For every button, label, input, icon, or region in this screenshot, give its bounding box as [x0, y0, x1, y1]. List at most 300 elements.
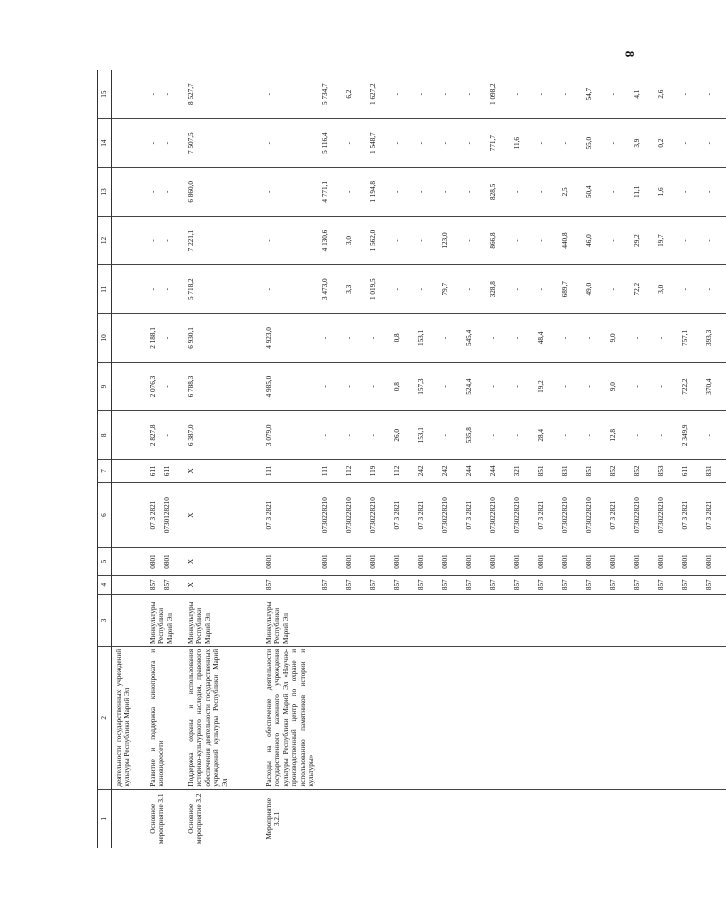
table-cell	[414, 119, 438, 168]
rotated-page	[97, 70, 714, 848]
cell-text: 0801	[369, 554, 378, 569]
table-cell	[438, 70, 462, 119]
table-cell	[534, 460, 558, 483]
cell-text: 28,4	[537, 429, 546, 442]
cell-text: 3,9	[633, 138, 642, 148]
table-cell	[144, 70, 182, 119]
cell-text: -	[163, 239, 172, 242]
table-cell	[486, 119, 510, 168]
table-cell	[630, 168, 654, 217]
table-cell	[582, 460, 606, 483]
header-cell: 14	[98, 119, 112, 168]
table-cell	[654, 362, 678, 411]
table-cell	[462, 362, 486, 411]
table-cell	[318, 168, 342, 217]
table-cell	[630, 411, 654, 460]
table-row	[260, 70, 318, 848]
table-cell	[144, 548, 182, 575]
table-cell	[260, 594, 318, 646]
table-cell	[654, 548, 678, 575]
table-cell	[318, 482, 342, 548]
cell-text: 0801	[163, 554, 172, 569]
header-cell: 13	[98, 168, 112, 217]
table-row	[414, 70, 438, 848]
cell-text: 370,4	[705, 378, 714, 395]
cell-text: 8 527,7	[187, 83, 195, 105]
table-cell	[182, 168, 260, 217]
cell-text: -	[513, 385, 522, 388]
table-cell	[582, 70, 606, 119]
cell-text: -	[265, 288, 273, 291]
table-cell	[260, 482, 318, 548]
table-cell	[486, 482, 510, 548]
cell-text: 0801	[561, 554, 570, 569]
table-cell	[144, 594, 182, 646]
table-cell	[702, 460, 726, 483]
table-cell	[678, 265, 702, 314]
table-cell	[438, 119, 462, 168]
table-cell	[486, 646, 510, 789]
cell-text: -	[465, 92, 474, 96]
cell-text: -	[705, 190, 714, 194]
table-cell	[390, 168, 414, 217]
table-row	[366, 70, 390, 848]
table-cell	[678, 70, 702, 119]
cell-text: -	[537, 190, 546, 194]
table-cell	[558, 789, 582, 848]
cell-text: 857	[585, 579, 594, 591]
cell-text: 79,7	[441, 282, 450, 296]
table-cell	[486, 314, 510, 363]
cell-text: 0,8	[393, 333, 402, 343]
table-cell	[342, 594, 366, 646]
cell-text: 0730228210	[561, 497, 570, 534]
cell-text: -	[441, 434, 450, 437]
table-cell	[630, 575, 654, 594]
table-cell	[390, 411, 414, 460]
cell-text: 6,2	[345, 89, 354, 99]
cell-text: 0801	[265, 554, 273, 569]
table-cell	[366, 482, 390, 548]
table-cell	[654, 460, 678, 483]
cell-text: -	[417, 141, 426, 145]
cell-text: 0,8	[393, 382, 402, 392]
table-cell	[558, 119, 582, 168]
table-cell	[510, 265, 534, 314]
cell-text: Основное мероприятие 3.2	[187, 793, 204, 845]
cell-text: 611	[163, 465, 172, 477]
cell-text: -	[321, 385, 330, 388]
cell-text: -	[489, 385, 498, 388]
cell-text: -	[465, 141, 474, 145]
table-cell	[260, 646, 318, 789]
table-cell	[112, 168, 145, 217]
cell-text: Минкультуры Республики Марий Эл	[149, 601, 174, 644]
cell-text: 0730228210	[489, 497, 498, 534]
table-cell	[654, 168, 678, 217]
cell-text: 857	[369, 579, 378, 591]
cell-text: 857	[345, 579, 354, 591]
table-cell	[486, 265, 510, 314]
cell-text: 7 507,5	[187, 132, 195, 154]
table-cell	[510, 168, 534, 217]
cell-text: 851	[585, 465, 594, 477]
table-cell	[534, 482, 558, 548]
table-cell	[558, 362, 582, 411]
table-cell	[654, 411, 678, 460]
table-cell	[342, 460, 366, 483]
table-cell	[510, 119, 534, 168]
table-cell	[260, 411, 318, 460]
table-cell	[342, 482, 366, 548]
cell-text: -	[537, 92, 546, 96]
table-cell	[144, 362, 182, 411]
table-cell	[112, 314, 145, 363]
table-cell	[630, 314, 654, 363]
table-cell	[182, 482, 260, 548]
table-cell	[462, 789, 486, 848]
table-cell	[510, 70, 534, 119]
table-cell	[318, 594, 342, 646]
cell-text: 5 116,4	[321, 132, 330, 154]
cell-text: -	[265, 239, 273, 242]
cell-text: -	[609, 141, 618, 145]
cell-text: 1 562,0	[369, 229, 378, 252]
cell-text: 4 985,0	[265, 375, 273, 398]
table-cell	[582, 168, 606, 217]
cell-text: 1 098,2	[489, 83, 498, 105]
table-cell	[318, 460, 342, 483]
table-cell	[144, 314, 182, 363]
cell-text: 689,7	[561, 281, 570, 298]
table-cell	[390, 789, 414, 848]
table-cell	[486, 460, 510, 483]
cell-text: -	[417, 288, 426, 291]
cell-text: -	[345, 336, 354, 340]
cell-text: -	[149, 239, 157, 242]
table-cell	[260, 265, 318, 314]
cell-text: 852	[633, 465, 642, 477]
table-row	[182, 70, 260, 848]
table-cell	[462, 265, 486, 314]
cell-text: -	[369, 385, 378, 388]
table-cell	[366, 216, 390, 265]
table-cell	[414, 575, 438, 594]
table-cell	[534, 789, 558, 848]
table-cell	[390, 216, 414, 265]
table-cell	[112, 411, 145, 460]
table-cell	[318, 119, 342, 168]
table-cell	[414, 411, 438, 460]
cell-text: 4,1	[633, 89, 642, 99]
header-row	[98, 70, 112, 848]
cell-text: -	[345, 190, 354, 194]
cell-text: -	[681, 190, 690, 194]
table-cell	[366, 168, 390, 217]
cell-text: 157,3	[417, 378, 426, 395]
table-cell	[582, 216, 606, 265]
table-cell	[182, 594, 260, 646]
table-cell	[654, 119, 678, 168]
table-cell	[534, 216, 558, 265]
cell-text: 0801	[149, 554, 157, 569]
budget-table	[97, 70, 726, 848]
table-cell	[438, 482, 462, 548]
cell-text: 2 076,3	[149, 375, 157, 398]
table-cell	[112, 460, 145, 483]
table-cell	[182, 265, 260, 314]
table-cell	[390, 70, 414, 119]
table-cell	[112, 265, 145, 314]
cell-text: 2 349,9	[681, 424, 690, 447]
cell-text: 857	[465, 579, 474, 591]
table-cell	[510, 594, 534, 646]
cell-text: 2 188,1	[149, 327, 157, 349]
table-cell	[654, 646, 678, 789]
table-cell	[342, 265, 366, 314]
cell-text: -	[163, 385, 172, 388]
cell-text: Минкультуры Республики Марий Эл	[187, 601, 212, 644]
cell-text: 857	[149, 579, 157, 591]
table-cell	[144, 789, 182, 848]
cell-text: 0730228210	[441, 497, 450, 534]
table-cell	[486, 70, 510, 119]
table-row	[558, 70, 582, 848]
table-cell	[112, 646, 145, 789]
cell-text: 0801	[609, 554, 618, 569]
table-cell	[414, 265, 438, 314]
cell-text: -	[609, 190, 618, 194]
table-cell	[438, 411, 462, 460]
table-cell	[342, 646, 366, 789]
cell-text: 328,8	[489, 281, 498, 298]
cell-text: -	[265, 190, 273, 194]
table-cell	[462, 314, 486, 363]
table-cell	[582, 482, 606, 548]
cell-text: 0801	[585, 554, 594, 569]
cell-text: 851	[537, 465, 546, 477]
table-cell	[510, 575, 534, 594]
table-cell	[462, 482, 486, 548]
table-cell	[414, 314, 438, 363]
table-cell	[366, 411, 390, 460]
table-cell	[366, 362, 390, 411]
table-cell	[462, 646, 486, 789]
cell-text: 722,2	[681, 378, 690, 395]
table-cell	[486, 789, 510, 848]
cell-text: 153,1	[417, 427, 426, 444]
cell-text: -	[681, 239, 690, 242]
cell-text: -	[393, 288, 402, 291]
table-cell	[582, 265, 606, 314]
cell-text: -	[441, 385, 450, 388]
cell-text: 6 387,0	[187, 424, 195, 447]
cell-text: -	[369, 336, 378, 340]
table-cell	[630, 119, 654, 168]
table-cell	[182, 362, 260, 411]
cell-text: 0801	[393, 554, 402, 569]
table-cell	[390, 460, 414, 483]
table-cell	[606, 168, 630, 217]
cell-text: 3,0	[657, 284, 666, 294]
table-cell	[582, 575, 606, 594]
cell-text: 50,4	[585, 185, 594, 199]
cell-text: 112	[393, 465, 402, 477]
table-cell	[582, 594, 606, 646]
cell-text: X	[187, 558, 195, 565]
table-cell	[702, 265, 726, 314]
table-cell	[510, 362, 534, 411]
cell-text: 1 627,2	[369, 83, 378, 105]
table-cell	[702, 575, 726, 594]
cell-text: 07 3 2821	[417, 500, 426, 530]
table-cell	[678, 168, 702, 217]
table-cell	[678, 594, 702, 646]
table-cell	[558, 548, 582, 575]
cell-text: -	[681, 288, 690, 291]
cell-text: 0730228210	[657, 497, 666, 534]
table-cell	[414, 362, 438, 411]
table-cell	[144, 646, 182, 789]
table-cell	[702, 362, 726, 411]
table-cell	[582, 411, 606, 460]
table-cell	[390, 265, 414, 314]
cell-text: 771,7	[489, 135, 498, 152]
table-cell	[702, 411, 726, 460]
cell-text: 0801	[537, 554, 546, 569]
table-cell	[534, 548, 558, 575]
cell-text: 49,0	[585, 282, 594, 296]
cell-text: -	[657, 434, 666, 437]
table-cell	[112, 594, 145, 646]
cell-text: 55,0	[585, 136, 594, 150]
table-cell	[318, 265, 342, 314]
cell-text: 852	[609, 465, 618, 477]
table-cell	[390, 646, 414, 789]
cell-text: 1 548,7	[369, 132, 378, 154]
header-cell: 7	[98, 460, 112, 483]
cell-text: 9,0	[609, 382, 618, 392]
cell-text: 07 3 2821	[705, 500, 714, 530]
table-cell	[366, 119, 390, 168]
cell-text: 123,0	[441, 232, 450, 249]
cell-text: -	[513, 92, 522, 96]
cell-text: 857	[441, 579, 450, 591]
table-cell	[606, 362, 630, 411]
cell-text: 6 788,3	[187, 375, 195, 398]
table-cell	[630, 646, 654, 789]
cell-text: 112	[345, 465, 354, 477]
cell-text: -	[633, 336, 642, 340]
cell-text: -	[441, 190, 450, 194]
cell-text: -	[681, 92, 690, 96]
cell-text: -	[163, 190, 172, 194]
table-cell	[678, 119, 702, 168]
cell-text: Поддержка охраны и использования историко-культурного наследия, правового обеспечения деятельности государственных учреждений культуры Республики Марий Эл	[187, 648, 229, 787]
cell-text: 0730228210	[585, 497, 594, 534]
table-cell	[630, 216, 654, 265]
table-cell	[342, 216, 366, 265]
table-cell	[414, 482, 438, 548]
cell-text: 831	[561, 465, 570, 477]
table-cell	[144, 482, 182, 548]
table-cell	[534, 265, 558, 314]
table-cell	[318, 548, 342, 575]
table-cell	[390, 314, 414, 363]
table-cell	[534, 646, 558, 789]
table-cell	[582, 646, 606, 789]
cell-text: 07 3 2821	[609, 500, 618, 530]
table-cell	[462, 460, 486, 483]
table-cell	[462, 216, 486, 265]
cell-text: 0801	[705, 554, 714, 569]
cell-text: 153,1	[417, 329, 426, 346]
table-cell	[182, 789, 260, 848]
table-cell	[702, 646, 726, 789]
cell-text: 07 3 2821	[393, 500, 402, 530]
table-cell	[390, 362, 414, 411]
cell-text: 2,6	[657, 89, 666, 99]
cell-text: -	[465, 288, 474, 291]
table-cell	[462, 575, 486, 594]
table-cell	[414, 646, 438, 789]
cell-text: -	[265, 92, 273, 96]
cell-text: 857	[657, 579, 666, 591]
table-cell	[558, 482, 582, 548]
cell-text: 0801	[657, 554, 666, 569]
table-cell	[366, 646, 390, 789]
table-cell	[414, 216, 438, 265]
header-cell: 1	[98, 789, 112, 848]
cell-text: -	[513, 434, 522, 437]
table-cell	[558, 168, 582, 217]
cell-text: 07 3 2821	[681, 500, 690, 530]
table-cell	[654, 70, 678, 119]
table-cell	[654, 575, 678, 594]
table-cell	[606, 265, 630, 314]
table-cell	[702, 216, 726, 265]
table-cell	[558, 70, 582, 119]
cell-text: -	[537, 239, 546, 242]
table-cell	[630, 482, 654, 548]
cell-text: -	[149, 190, 157, 194]
cell-text: 3,3	[345, 284, 354, 294]
cell-text: 6 860,0	[187, 181, 195, 203]
cell-text: 7 221,1	[187, 229, 195, 252]
table-cell	[678, 216, 702, 265]
cell-text: 12,8	[609, 429, 618, 442]
table-cell	[112, 216, 145, 265]
table-cell	[182, 216, 260, 265]
cell-text: Основное мероприятие 3.1	[149, 793, 166, 845]
table-cell	[260, 119, 318, 168]
cell-text: 857	[561, 579, 570, 591]
table-cell	[702, 70, 726, 119]
cell-text: 242	[441, 465, 450, 477]
table-cell	[510, 646, 534, 789]
cell-text: 0730228210	[321, 497, 330, 534]
table-cell	[342, 362, 366, 411]
table-row	[678, 70, 702, 848]
cell-text: 3,0	[345, 236, 354, 246]
table-cell	[582, 314, 606, 363]
table-cell	[678, 362, 702, 411]
table-row	[390, 70, 414, 848]
table-cell	[486, 575, 510, 594]
table-cell	[438, 168, 462, 217]
cell-text: 1 194,8	[369, 181, 378, 203]
cell-text: Мероприятие 3.2.1	[265, 798, 282, 840]
